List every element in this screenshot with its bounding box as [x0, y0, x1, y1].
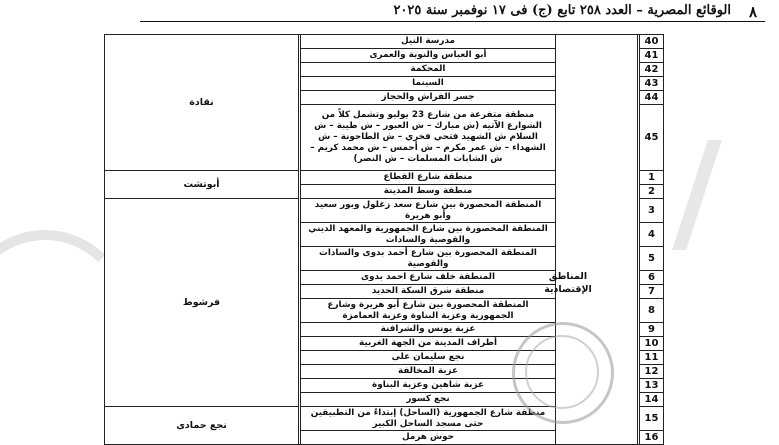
district-name: المنطقة المحصورة بين شارع أبو هريرة وشارع الجمهورية وعزبة البناوة وعزبة العمامزة [301, 299, 556, 323]
row-number: 1 [640, 171, 664, 185]
row-number: 16 [640, 431, 664, 445]
gazette-title: الوقائع المصرية – العدد ٢٥٨ تابع (ج) فى ١٧ نوفمبر سنة ٢٠٢٥ [393, 3, 731, 18]
row-number: 5 [640, 247, 664, 271]
row-number: 40 [640, 35, 664, 49]
row-number: 44 [640, 91, 664, 105]
district-name: المحكمة [301, 63, 556, 77]
district-name: أطراف المدينة من الجهة الغربية [301, 337, 556, 351]
district-name: منطقة متفرعة من شارع 23 يوليو وتشمل كلاً من الشوارع الآتيه (ش مبارك – ش العبور – ش طيبة – ش السلام ش الشهيد فتحي فخري – ش الطاحونة – ش الشهداء – ش عمر مكرم – ش أحمس – ش محمد كريم – ش الشابات المسلمات – ش النصر) [301, 105, 556, 171]
row-number: 4 [640, 223, 664, 247]
district-name: المنطقة المحصورة بين شارع أحمد بدوى والسادات والقوصية [301, 247, 556, 271]
row-number: 14 [640, 393, 664, 407]
district-name: مدرسة النيل [301, 35, 556, 49]
row-number: 15 [640, 407, 664, 431]
district-name: جسر الفراش والحجاز [301, 91, 556, 105]
area-abutesht: أبوتشت [105, 171, 299, 199]
district-name: حوش هرمل [301, 431, 556, 445]
row-number: 9 [640, 323, 664, 337]
row-number: 42 [640, 63, 664, 77]
district-name: منطقة شارع القطاع [301, 171, 556, 185]
district-name: أبو العباس والنوبة والعمرى [301, 49, 556, 63]
row-number: 41 [640, 49, 664, 63]
district-name: نجع كسور [301, 393, 556, 407]
district-name: منطقة وسط المدينة [301, 185, 556, 199]
district-name: عزبة المخالفة [301, 365, 556, 379]
row-number: 8 [640, 299, 664, 323]
district-name: المنطقة خلف شارع احمد بدوى [301, 271, 556, 285]
page-header [0, 0, 779, 22]
area-naqada: نقادة [105, 35, 299, 171]
area-nag-hammadi: نجع حمادى [105, 407, 299, 445]
district-name: عزبة يونس والشرافنة [301, 323, 556, 337]
district-name: منطقة شرق السكة الحديد [301, 285, 556, 299]
row-number: 11 [640, 351, 664, 365]
header-rule [140, 21, 765, 22]
zone-label: المناطق الإقتصادية [544, 271, 592, 295]
official-seal-icon [512, 322, 614, 424]
row-number: 43 [640, 77, 664, 91]
district-name: المنطقة المحصورة بين شارع الجمهورية والمعهد الديني والقوصية والسادات [301, 223, 556, 247]
district-name: المنطقة المحصورة بين شارع سعد زغلول وبور سعيد وأبو هريرة [301, 199, 556, 223]
page-number: ٨ [748, 3, 757, 21]
row-number: 10 [640, 337, 664, 351]
row-number: 3 [640, 199, 664, 223]
row-number: 12 [640, 365, 664, 379]
row-number: 7 [640, 285, 664, 299]
district-name: منطقة شارع الجمهورية (الساحل) إبتداءً من التطبيقين حتى مسجد الساحل الكبير [301, 407, 556, 431]
row-number: 2 [640, 185, 664, 199]
district-name: السينما [301, 77, 556, 91]
row-number: 13 [640, 379, 664, 393]
area-farshut: فرشوط [105, 199, 299, 407]
row-number: 6 [640, 271, 664, 285]
district-name: عزبة شاهين وعزبة البناوة [301, 379, 556, 393]
table-row [105, 35, 664, 49]
watermark-shape [672, 140, 779, 250]
row-number: 45 [640, 105, 664, 171]
district-name: نجع سليمان على [301, 351, 556, 365]
